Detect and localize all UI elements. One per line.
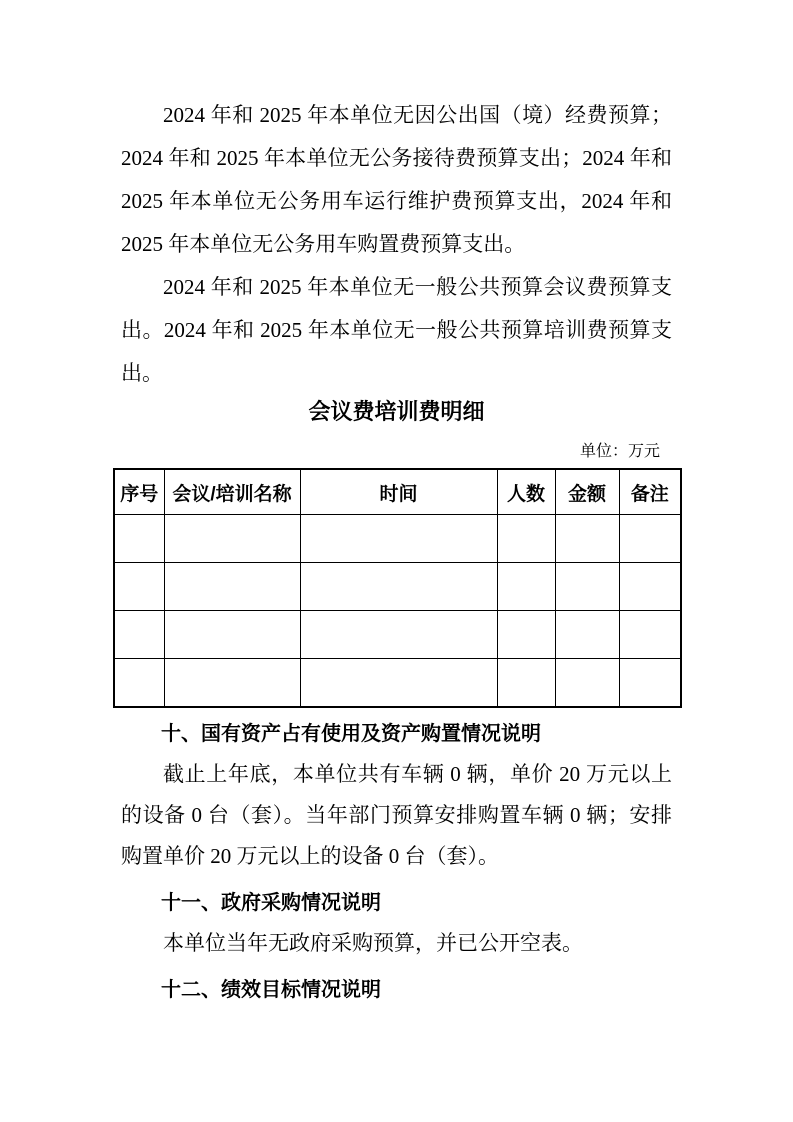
header-cell-time: 时间	[300, 469, 497, 515]
paragraph-meeting-training-budget: 2024 年和 2025 年本单位无一般公共预算会议费预算支出。2024 年和 2025 年本单位无一般公共预算培训费预算支出。	[121, 275, 672, 385]
table-cell	[300, 611, 497, 659]
section-heading: 十一、政府采购情况说明	[161, 892, 381, 914]
section-government-procurement	[113, 889, 680, 964]
table-cell	[300, 563, 497, 611]
table-row	[114, 659, 681, 708]
section-body: 本单位当年无政府采购预算，并已公开空表。	[163, 931, 583, 955]
table-cell	[164, 515, 300, 563]
table-cell	[497, 515, 555, 563]
section-body: 截止上年底，本单位共有车辆 0 辆，单价 20 万元以上的设备 0 台（套）。当年部门预算安排购置车辆 0 辆；安排购置单价 20 万元以上的设备 0 台（套）。	[121, 762, 672, 868]
table-cell	[114, 515, 164, 563]
table-cell	[555, 563, 619, 611]
table-cell	[497, 659, 555, 708]
section-heading: 十、国有资产占有使用及资产购置情况说明	[161, 723, 541, 745]
table-cell	[114, 659, 164, 708]
table-cell	[164, 659, 300, 708]
table-cell	[114, 611, 164, 659]
table-cell	[164, 563, 300, 611]
section-state-assets	[113, 720, 680, 877]
header-cell-name: 会议/培训名称	[164, 469, 300, 515]
table-cell	[619, 515, 681, 563]
table-cell	[497, 611, 555, 659]
section-heading: 十二、绩效目标情况说明	[161, 979, 381, 1001]
table-cell	[555, 659, 619, 708]
table-cell	[619, 659, 681, 708]
table-cell	[619, 611, 681, 659]
table-cell	[114, 563, 164, 611]
table-cell	[555, 515, 619, 563]
table-header-row	[114, 469, 681, 515]
header-cell-seq: 序号	[114, 469, 164, 515]
table-title: 会议费培训费明细	[308, 399, 485, 424]
table-cell	[300, 659, 497, 708]
table-row	[114, 515, 681, 563]
paragraph-travel-vehicle-budget: 2024 年和 2025 年本单位无因公出国（境）经费预算；2024 年和 2025 年本单位无公务接待费预算支出；2024 年和 2025 年本单位无公务用车运行维护费预算支出，2024 年和 2025 年本单位无公务用车购置费预算支出。	[121, 103, 672, 256]
table-row	[114, 611, 681, 659]
table-cell	[164, 611, 300, 659]
meeting-training-detail-table	[113, 468, 682, 708]
unit-label: 单位：万元	[579, 443, 660, 460]
table-cell	[555, 611, 619, 659]
header-cell-people: 人数	[497, 469, 555, 515]
table-cell	[300, 515, 497, 563]
section-performance-goals	[113, 976, 680, 1004]
header-cell-remark: 备注	[619, 469, 681, 515]
header-cell-amount: 金额	[555, 469, 619, 515]
table-body	[114, 515, 681, 708]
table-cell	[619, 563, 681, 611]
table-row	[114, 563, 681, 611]
table-cell	[497, 563, 555, 611]
